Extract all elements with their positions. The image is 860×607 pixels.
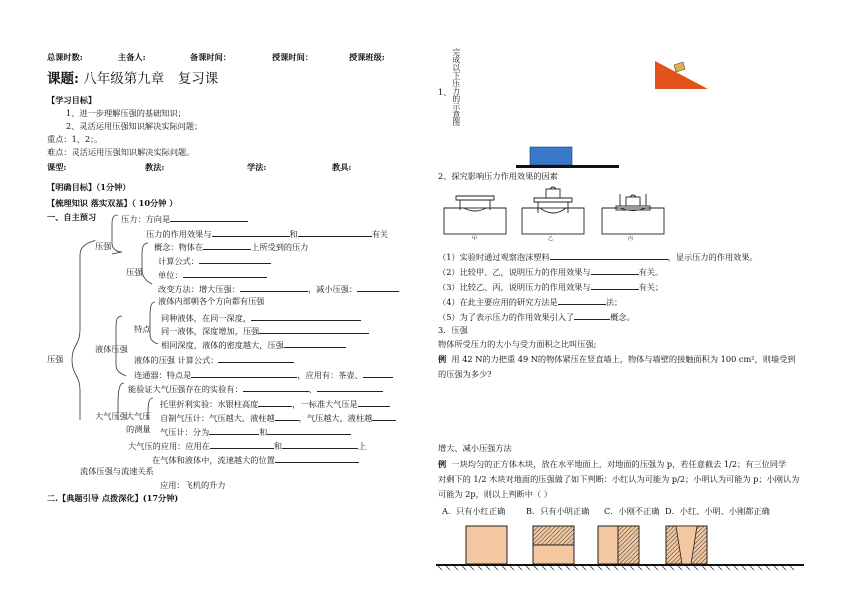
concept-end: 上所受到的压力	[251, 242, 309, 252]
pressure-force-head: 压力：	[121, 214, 146, 224]
sub-q1-text: （1）实验时通过观察泡沫塑料	[438, 252, 550, 262]
incline-figure	[650, 55, 710, 95]
blank-direction[interactable]	[170, 213, 248, 222]
sub-q2	[438, 266, 663, 277]
blank-increase[interactable]	[240, 283, 308, 292]
lesson-type: 课型:	[47, 162, 67, 172]
blank-atm-app-2[interactable]	[282, 440, 358, 449]
example-1-label: 例	[438, 354, 447, 364]
blank-atm-exp-2[interactable]	[317, 383, 383, 392]
learning-method: 学法:	[247, 162, 267, 172]
title-label: 课题:	[47, 71, 79, 87]
example-2-line-3: 可能为 2p，则以上判断中（ ）	[438, 489, 552, 499]
blank-connector-app[interactable]	[363, 369, 393, 378]
goal-1: 1、进一步理解压强的基础知识；	[66, 108, 186, 118]
force-effect-line	[146, 228, 388, 239]
goal-2: 2、灵活运用压强知识解决实际问题；	[66, 121, 203, 131]
atm-app-end: 上	[358, 441, 367, 451]
atm-m2-text: ，一标准大气压是	[292, 399, 358, 409]
unit-text: 单位：	[158, 270, 183, 280]
connector-line	[134, 369, 393, 380]
flow-line-2: 应用：飞机的升力	[160, 480, 226, 490]
clarify-heading: 【明确目标】（1分钟）	[47, 182, 131, 192]
difficult-point: 难点：灵活运用压强知识解决实际问题。	[47, 147, 195, 157]
foam-experiment-figure	[440, 186, 690, 241]
option-b[interactable]: B．只有小明正确	[526, 506, 590, 516]
concept-line	[154, 241, 308, 252]
liquid-f1	[161, 312, 361, 323]
atm-exists: 能验证大气压强存在的实验有： 、	[128, 383, 383, 394]
pressure-force-label	[121, 213, 248, 224]
blank-liquid-1[interactable]	[251, 312, 361, 321]
teaching-method: 教法:	[145, 162, 165, 172]
header-prep-time: 备课时间：	[190, 52, 231, 62]
connector-text: 连通器：特点是	[134, 370, 192, 380]
connector-app: ，应用有：茶壶、	[297, 370, 363, 380]
sub-q1	[438, 251, 758, 262]
q1-number: 1、	[438, 87, 452, 97]
blank-mercury[interactable]	[258, 398, 292, 407]
force-effect-and: 和	[289, 229, 298, 239]
fig-label-jia: 甲	[472, 236, 478, 242]
fig-label-bing: 丙	[628, 236, 634, 242]
example-1-line-1	[438, 355, 795, 364]
atm-exists-text: 能验证大气压强存在的实验有：	[128, 384, 243, 394]
blank-formula[interactable]	[199, 255, 271, 264]
q1-vertical-text: 完成以下压力的示意图	[451, 48, 461, 126]
blank-foam[interactable]	[550, 251, 668, 260]
formula-text: 计算公式：	[158, 256, 199, 266]
header-teach-time: 授课时间：	[272, 52, 313, 62]
blank-method[interactable]	[558, 296, 606, 305]
title-text: 八年级第九章 复习课	[83, 71, 219, 87]
header-total: 总课时数:	[47, 52, 83, 62]
formula-line	[158, 255, 271, 266]
sub-q4	[438, 296, 622, 307]
feature-label: 特点	[134, 324, 151, 334]
blank-jia-yi[interactable]	[591, 266, 639, 275]
blank-unit[interactable]	[183, 269, 267, 278]
liquid-f2-text: 同一液体，深度增加，压强	[161, 326, 260, 336]
header-author: 主备人:	[118, 52, 146, 62]
example-2-text: 一块均匀的正方体木块，放在水平地面上，对地面的压强为 p，若任意截去 1/2；有三位同学	[451, 459, 787, 469]
blank-standard-atm[interactable]	[358, 398, 390, 407]
force-effect-text: 压力的作用效果与	[146, 229, 212, 239]
key-point: 重点：1、2；。	[47, 134, 103, 144]
sub-q3	[438, 281, 663, 292]
flow-line-1-text: 在气体和液体中，流速越大的位置	[152, 455, 275, 465]
blank-yi-bing[interactable]	[591, 281, 639, 290]
goals-heading: 【学习目标】	[47, 95, 97, 105]
sub-q4-end: 法；	[605, 297, 623, 307]
blank-liquid-formula[interactable]	[218, 354, 294, 363]
q3-heading: 3．压强	[438, 325, 468, 335]
q3-definition: 物体所受压力的大小与受力面积之比叫压强;	[438, 339, 597, 349]
example-1-line-2: 的压强为多少?	[438, 369, 492, 379]
sub-q3-text: （3）比较乙、丙，说明压力的作用效果与	[438, 282, 591, 292]
atm-app-and: 和	[273, 441, 283, 451]
blank-effect-2[interactable]	[298, 228, 372, 237]
atm-measure-1: 大气压	[126, 411, 151, 421]
liquid-f1-text: 同种液体，在同一深度，	[161, 313, 252, 323]
mind-map-root: 压强	[47, 354, 64, 364]
branch-pressure-2: 压强	[126, 267, 143, 277]
block-on-surface-figure	[510, 140, 630, 170]
liquid-calc	[134, 354, 294, 365]
blank-decrease[interactable]	[357, 283, 399, 292]
branch-atm: 大气压强	[95, 411, 128, 421]
direction-text: 方向是	[145, 214, 171, 224]
blank-connector[interactable]	[191, 369, 297, 378]
example-1-text: 用 42 N的力把重 49 N的物体紧压在竖直墙上，物体与墙壁的接触面积为 100 cm²，则墙受到	[451, 354, 796, 364]
incdec-heading: 增大、减小压强方法	[438, 443, 512, 453]
blank-column-1[interactable]	[275, 412, 299, 421]
teaching-aids: 教具:	[332, 162, 352, 172]
blank-atm-app-1[interactable]	[210, 440, 274, 449]
q2-heading: 2、探究影响压力作用效果的因素	[438, 171, 558, 181]
blank-effect-1[interactable]	[212, 228, 290, 237]
atm-measure-2: 的测量	[126, 424, 151, 434]
atm-m5	[160, 426, 351, 437]
atm-m3-text: 自制气压计：气压越大，液柱越	[160, 413, 275, 423]
example-2-line-2: 对剩下的 1/2 木块对地面的压强做了如下判断：小红认为可能为 p/2；小明认为可能为 p；小刚认为	[438, 474, 800, 484]
liquid-top: 液体内部朝各个方向都有压强	[158, 296, 265, 306]
concept-text: 概念：物体在	[154, 242, 204, 252]
sub-q5	[438, 311, 635, 322]
atm-m6-text: 和	[259, 427, 268, 437]
example-2-label: 例	[438, 459, 447, 469]
flow-line-1	[152, 454, 359, 465]
blank-atm-exp-1[interactable]	[243, 383, 309, 392]
sub-q2-text: （2）比较甲、乙，说明压力的作用效果与	[438, 267, 591, 277]
liquid-calc-text: 液体的压强 计算公式：	[134, 355, 219, 365]
example-2-line-1	[438, 460, 786, 469]
fig-label-yi: 乙	[548, 236, 554, 242]
sub-q1-end: ，显示压力的作用效果。	[667, 252, 758, 262]
header-class: 授课班级:	[349, 52, 385, 62]
atm-m5-text: 气压计：分为	[160, 427, 210, 437]
blank-liquid-3[interactable]	[284, 339, 346, 348]
sub-q4-text: （4）在此主要应用的研究方法是	[438, 297, 558, 307]
option-c[interactable]: C．小刚不正确	[604, 506, 660, 516]
option-d[interactable]: D．小红、小明、小刚都正确	[665, 506, 770, 516]
atm-app-text: 大气压的应用：应用在	[128, 441, 210, 451]
preview-heading: 一、自主预习	[47, 212, 97, 222]
branch-pressure-1: 压强	[95, 241, 112, 251]
option-a[interactable]: A．只有小红正确	[442, 506, 506, 516]
force-effect-end: 有关	[371, 229, 389, 239]
sub-q2-end: 有关。	[638, 267, 664, 277]
example-heading: 二.【典题引导 点拨深化】(17分钟)	[47, 493, 179, 503]
atm-m3	[160, 412, 396, 423]
branch-flow: 流体压强与流速关系	[80, 466, 154, 476]
atm-m4-text: ，气压越大，液柱越	[298, 413, 373, 423]
blank-barometer-2[interactable]	[267, 426, 351, 435]
blank-concept[interactable]	[203, 241, 251, 250]
atm-m1-text: 托里折利实验：水银柱高度	[160, 399, 259, 409]
sub-q5-end: 概念。	[610, 312, 635, 322]
branch-liquid: 液体压强	[95, 344, 128, 354]
blank-column-2[interactable]	[372, 412, 396, 421]
liquid-f2	[161, 325, 369, 336]
blank-liquid-2[interactable]	[259, 325, 369, 334]
sort-heading: 【梳理知识 落实双基】（ 10分钟 ）	[47, 198, 178, 208]
sub-q3-end: 有关；	[638, 282, 664, 292]
blank-flow[interactable]	[275, 454, 359, 463]
liquid-f3	[161, 339, 346, 350]
unit-line	[158, 269, 267, 280]
blank-concept-name[interactable]	[574, 311, 610, 320]
change-text-2: ，减小压强：	[307, 284, 358, 294]
change-text: 改变方法：增大压强：	[158, 284, 240, 294]
wood-block-figure	[436, 518, 806, 573]
sub-q5-text: （5）为了表示压力的作用效果引入了	[438, 312, 575, 322]
blank-barometer-1[interactable]	[209, 426, 259, 435]
atm-app	[128, 440, 366, 451]
atm-m1	[160, 398, 390, 409]
liquid-f3-text: 相同深度，液体的密度越大，压强	[161, 340, 284, 350]
change-line	[158, 283, 399, 294]
